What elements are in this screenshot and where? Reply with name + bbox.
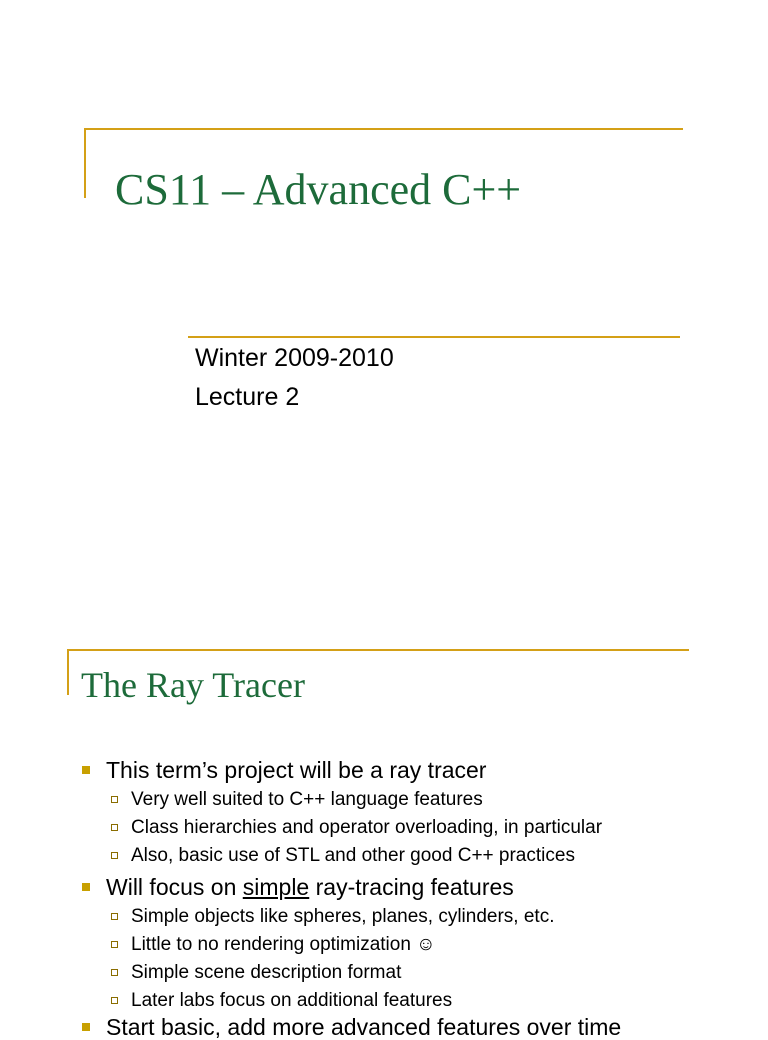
hollow-square-bullet-icon: [111, 852, 118, 859]
square-bullet-icon: [82, 883, 90, 891]
hollow-square-bullet-icon: [111, 997, 118, 1004]
sub-bullet-text: Simple objects like spheres, planes, cylinders, etc.: [131, 906, 555, 927]
title-left-rule: [84, 128, 86, 198]
subtitle-rule: [188, 336, 680, 338]
sub-bullet-item: [131, 963, 401, 982]
sub-bullet-item: [131, 907, 554, 926]
header-left-rule: [67, 649, 69, 695]
bullet-item: [106, 1016, 621, 1039]
content-slide: [0, 620, 768, 1040]
hollow-square-bullet-icon: [111, 913, 118, 920]
slide-title: CS11 – Advanced C++: [115, 165, 522, 214]
sub-bullet-item: [131, 935, 436, 954]
bullet-text-after: ray-tracing features: [309, 874, 514, 900]
bullet-text: This term’s project will be a ray tracer: [106, 757, 487, 783]
header-top-rule: [67, 649, 689, 651]
sub-bullet-item: [131, 790, 483, 809]
hollow-square-bullet-icon: [111, 941, 118, 948]
hollow-square-bullet-icon: [111, 969, 118, 976]
square-bullet-icon: [82, 766, 90, 774]
hollow-square-bullet-icon: [111, 824, 118, 831]
sub-bullet-text: Class hierarchies and operator overloading, in particular: [131, 817, 603, 838]
bullet-text-before: Will focus on: [106, 874, 243, 900]
bullet-item: [106, 876, 514, 899]
sub-bullet-item: [131, 991, 452, 1010]
sub-bullet-item: [131, 846, 575, 865]
sub-bullet-text: Simple scene description format: [131, 962, 402, 983]
sub-bullet-text: Later labs focus on additional features: [131, 990, 453, 1011]
subtitle-term: Winter 2009-2010: [195, 344, 394, 372]
bullet-item: [106, 759, 486, 782]
sub-bullet-text: Little to no rendering optimization ☺: [131, 934, 436, 955]
subtitle-lecture: Lecture 2: [195, 383, 300, 411]
sub-bullet-text: Also, basic use of STL and other good C++ practices: [131, 845, 575, 866]
bullet-text: Start basic, add more advanced features over time: [106, 1014, 622, 1040]
title-top-rule: [84, 128, 683, 130]
bullet-text-underlined: simple: [242, 874, 310, 900]
square-bullet-icon: [82, 1023, 90, 1031]
slide-heading: The Ray Tracer: [81, 665, 305, 705]
hollow-square-bullet-icon: [111, 796, 118, 803]
sub-bullet-text: Very well suited to C++ language features: [131, 789, 483, 810]
sub-bullet-item: [131, 818, 602, 837]
